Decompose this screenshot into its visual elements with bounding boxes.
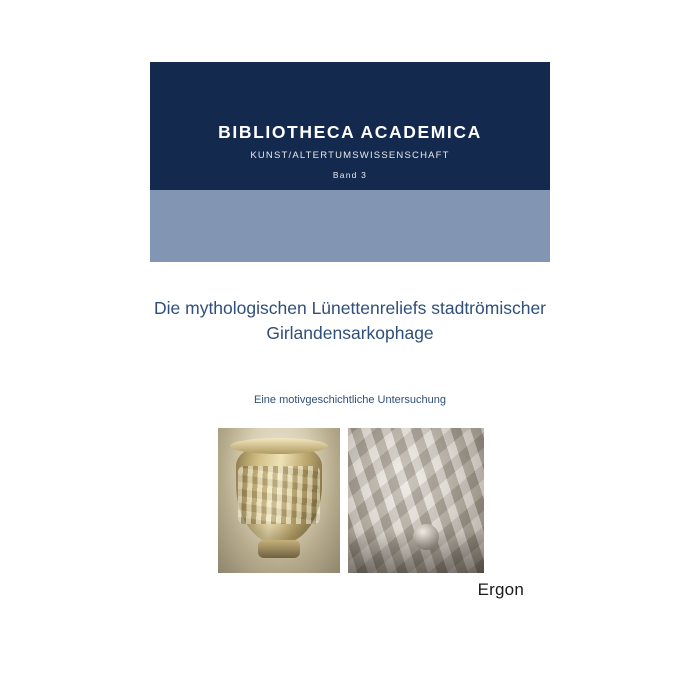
gilded-vase-photo [218,428,340,573]
relief-shadow [348,531,484,573]
series-subject: KUNST/ALTERTUMSWISSENSCHAFT [250,150,450,161]
vase-foot [258,540,300,558]
title-area [150,262,550,638]
vase-relief-decor [238,466,320,524]
publisher-name: Ergon [477,580,524,599]
book-subtitle: Eine motivgeschichtliche Untersuchung [254,394,446,406]
author-band [150,190,550,262]
vase-rim [230,438,328,454]
marble-relief-photo [348,428,484,573]
book-title: Die mythologischen Lünettenreliefs stadtrömischer Girlandensarkophage [154,298,546,343]
book-cover [150,62,550,638]
series-band [150,62,550,190]
series-title: BIBLIOTHECA ACADEMICA [218,122,482,142]
series-volume: Band 3 [332,170,368,180]
